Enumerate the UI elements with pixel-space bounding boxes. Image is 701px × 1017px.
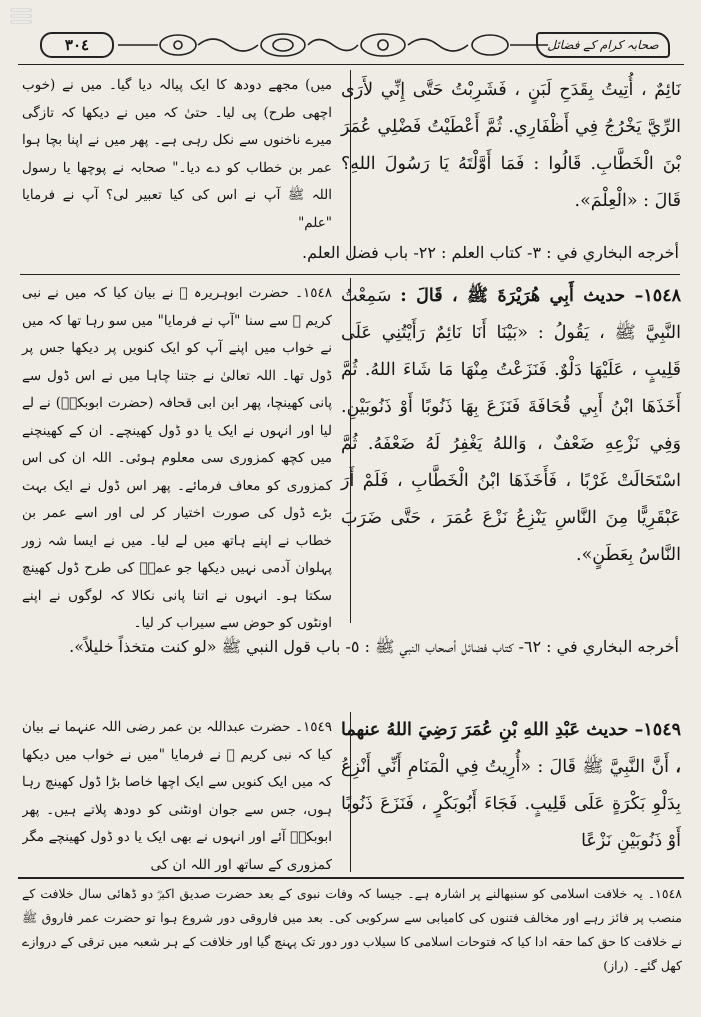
hadith-number: ١٥٤٨ [643,286,681,306]
column-divider [350,70,351,258]
reference-1: أخرجه البخاري في : ٣- كتاب العلم : ٢٢- باب فضل العلم. [301,243,679,262]
urdu-text-1: میں) مجھے دودھ کا ایک پیالہ دیا گیا۔ میں نے (خوب اچھی طرح) پی لیا۔ حتیٰ کہ میں نے دیکھا کہ تازگی میرے ناخنوں سے نکل رہی ہے۔ پھر میں نے اپنا بچا ہوا عمر بن خطاب کو دے دیا۔" صحابہ نے پوچھا یا رسول اللہ ﷺ آپ نے اس کی کیا تعبیر لی؟ آپ نے فرمایا "علم" [22,77,332,231]
hadith-heading: – حديث عَبْدِ اللهِ بْنِ عُمَرَ رَضِيَ اللهُ عنهما ، [341,720,681,777]
page-header [18,28,684,68]
arabic-text-3 [341,712,681,872]
hadith-body: أَنَّ النَّبِيَّ ﷺ قَالَ : «أُرِيتُ فِي الْمَنَامِ أَنِّي أَنْزِعُ بِدَلْوِ بَكْرَةٍ عَلَى قَلِيبٍ. فَجَاءَ أَبُوبَكْرٍ ، فَنَزَعَ ذَنُوبًا أَوْ ذَنُوبَيْنِ نَزْعًا [341,757,681,851]
section-rule [20,274,680,275]
book-title: صحابہ کرام کے فضائل [536,32,670,58]
urdu-text-3: ١٥٤٩۔ حضرت عبداللہ بن عمر رضی اللہ عنہما نے بیان کیا کہ نبی کریم ﷺ نے فرمایا "میں نے خواب میں دیکھا کہ میں ایک کنویں سے ایک اچھا خاصا بڑا ڈول کھینچ رہا ہوں، جس سے جوان اونٹنی کو دودھ پلاتے ہیں۔ پھر ابوبکرؓ آئے اور انہوں نے بھی ایک یا دو ڈول کھینچے مگر کمزوری کے ساتھ اور اللہ ان کی [22,719,332,873]
footnote-rule [18,877,684,879]
hadith-heading: – حديث أَبِي هُرَيْرَةَ ﷺ ، قَالَ : [400,286,644,306]
header-rule [18,64,684,65]
footnote: ١٥٤٨۔ یہ خلافت اسلامی کو سنبھالنے پر اشارہ ہے۔ جیسا کہ وفات نبوی کے بعد حضرت صدیق اکبرؓ دو ڈھائی سال خلافت کے منصب پر فائز رہے اور مخالف فتنوں کی کامیابی سے سرکوبی کی۔ بعد میں فاروقی دور شروع ہوا تو حضرت عمر فاروق ﷺ نے خلافت کا حق کما حقہ ادا کیا کہ فتوحات اسلامی کا سیلاب دور دور تک پہنچ گیا اور خلافت کے ہر شعبہ میں ترقی کے دروازے کھل گئے۔ (راز) [22,886,682,973]
column-divider [350,712,351,872]
menu-icon[interactable] [9,6,33,26]
header-ornament [118,30,548,60]
arabic-text-1: نَائِمٌ ، أُتِيتُ بِقَدَحِ لَبَنٍ ، فَشَرِبْتُ حَتَّى إِنِّي لأَرَى الرِّيَّ يَخْرُجُ فِي أَظْفَارِي. ثُمَّ أَعْطَيْتُ فَضْلِي عُمَرَ بْنَ الْخَطَّابِ. قَالُوا : فَمَا أَوَّلْتَهُ يَا رَسُولَ اللهِ؟ قَالَ : «الْعِلْمَ». [341,80,681,211]
urdu-text-2: ١٥٤٨۔ حضرت ابوہریرہ ﷺ نے بیان کیا کہ میں نے نبی کریم ﷺ سے سنا "آپ نے فرمایا" میں سو رہا تھا کہ میں نے خواب میں اپنے آپ کو ایک کنویں پر دیکھا جس پر ڈول تھا۔ اللہ تعالیٰ نے جتنا چاہا میں نے اس ڈول سے پانی کھینچا، پھر ابن ابی قحافہ (حضرت ابوبکرؓ) نے لے لیا اور انہوں نے ایک یا دو ڈول کھینچے۔ ان کے کھینچنے میں کچھ کمزوری سی معلوم ہوئی۔ اللہ ان کی اس کمزوری کو معاف فرمائے۔ پھر اس ڈول نے ایک بہت بڑے ڈول کی صورت اختیار کر لی اور اسے عمر بن خطاب نے اپنے ہاتھ میں لے لیا۔ میں نے ایسا شہ زور پہلوان آدمی نہیں دیکھا جو عمرؓ کی طرح ڈول کھینچ سکتا ہو۔ انہوں نے اتنا پانی نکالا کہ لوگوں نے اپنے اونٹوں کو حوض سے سیراب کر لیا۔ [22,285,332,631]
column-divider [350,278,351,623]
page-number: ٣٠٤ [40,32,114,58]
hadith-number: ١٥٤٩ [643,720,681,740]
reference-2: أخرجه البخاري في : ٦٢- كتاب فضائل أصحاب النبي ﷺ : ٥- باب قول النبي ﷺ «لو كنت متخذاً خليلاً». [69,637,679,656]
hadith-body: سَمِعْتُ النَّبِيَّ ﷺ ، يَقُولُ : «بَيْنَا أَنَا نَائِمٌ رَأَيْتُنِي عَلَى قَلِيبٍ ، عَلَيْهَا دَلْوٌ. فَنَزَعْتُ مِنْهَا مَا شَاءَ اللهُ. ثُمَّ أَخَذَهَا ابْنُ أَبِي قُحَافَةَ فَنَزَعَ بِهَا ذَنُوبًا أَوْ ذَنُوبَيْنِ. وَفِي نَزْعِهِ ضَعْفٌ ، وَاللهُ يَغْفِرُ لَهُ ضَعْفَهُ. ثُمَّ اسْتَحَالَتْ غَرْبًا ، فَأَخَذَهَا ابْنُ الْخَطَّابِ ، فَلَمْ أَرَ عَبْقَرِيًّا مِنَ النَّاسِ يَنْزِعُ نَزْعَ عُمَرَ ، حَتَّى ضَرَبَ النَّاسُ بِعَطَنٍ». [341,286,681,565]
arabic-text-2 [341,278,681,628]
